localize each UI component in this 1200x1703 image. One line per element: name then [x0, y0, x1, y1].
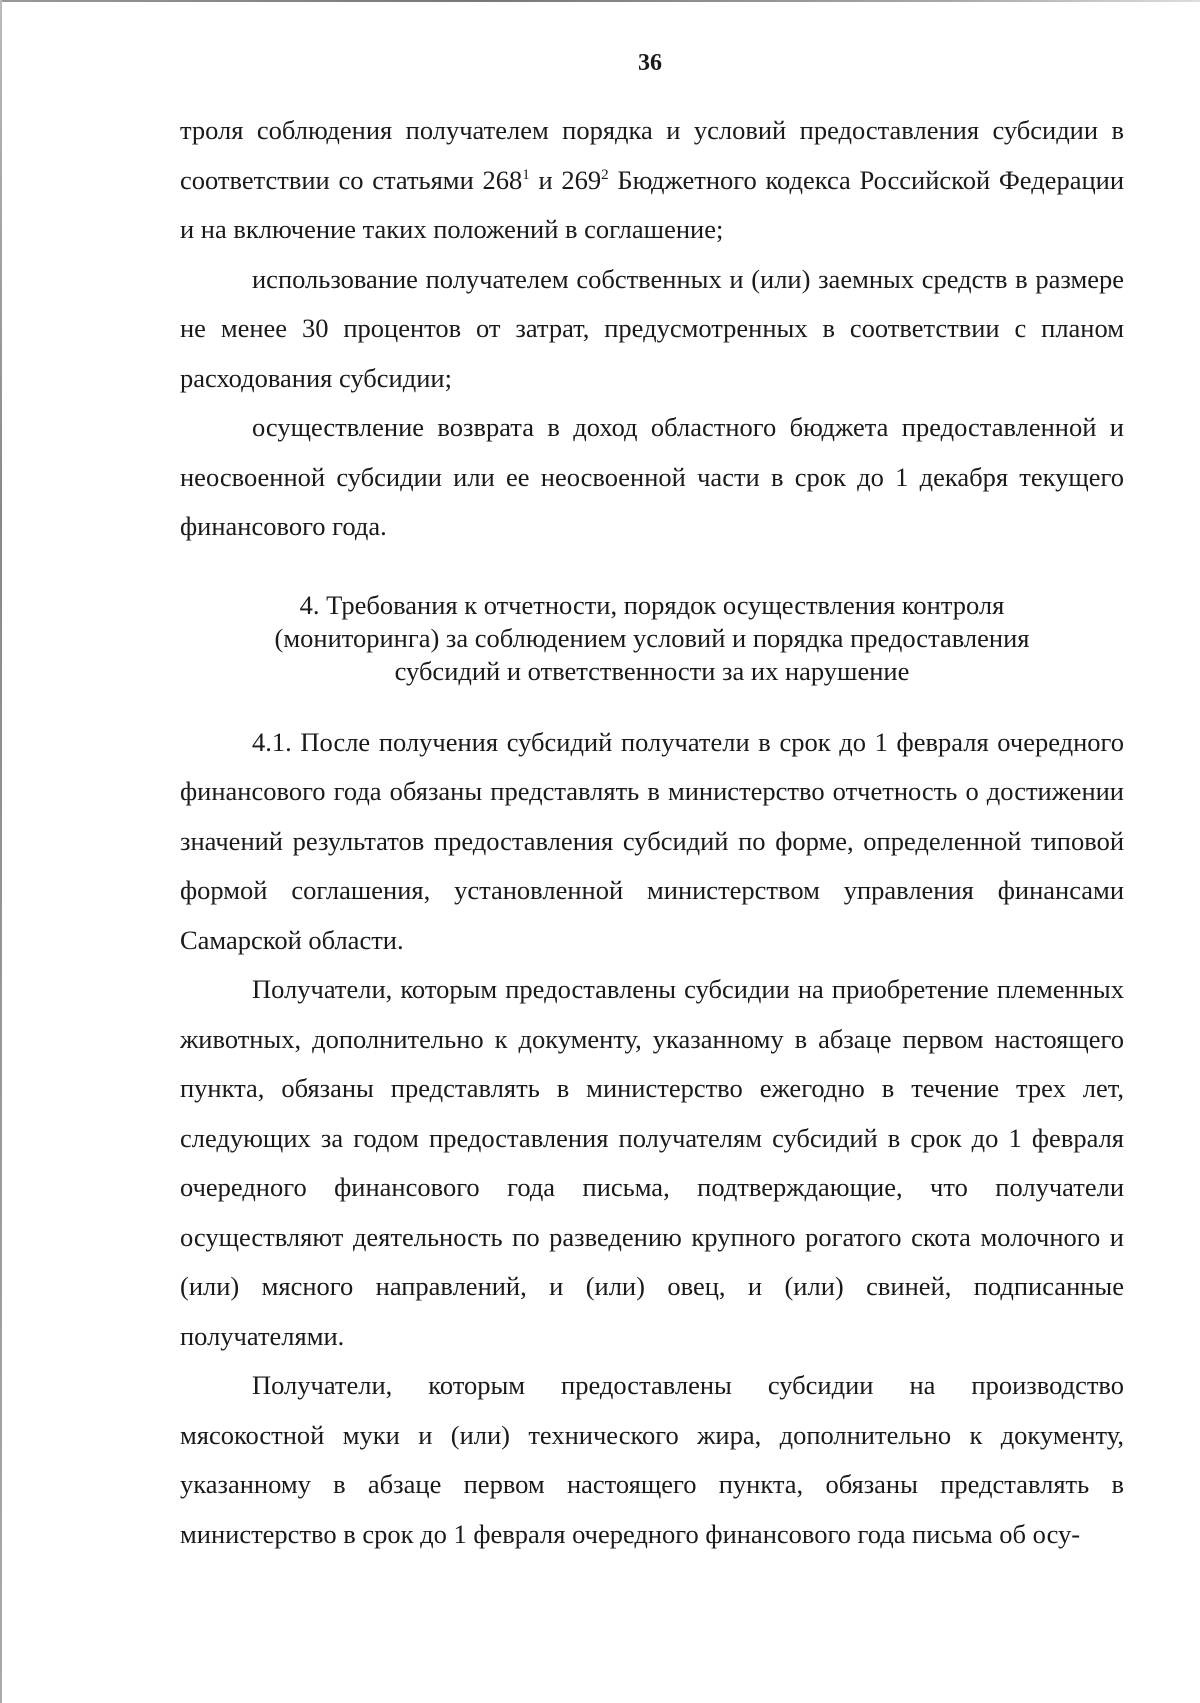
paragraph-4-1: 4.1. После получения субсидий получатели в срок до 1 февраля очередного финансового года обязаны представлять в министерство отчетность о достижении значений результатов предоставления субсидий по форме, определенной типовой формой соглашения, установленной министерством управления финансами Самарской области.	[180, 726, 1124, 955]
paragraph-text: Бюджетного кодекса Российской Федерации и на включение таких положений в соглашение;	[180, 164, 1125, 244]
scan-top-edge	[0, 0, 1200, 2]
paragraph-continuation	[180, 106, 1124, 255]
section-heading-line: субсидий и ответственности за их нарушение	[394, 655, 910, 686]
superscript-footnote: 1	[522, 166, 530, 183]
document-body	[180, 106, 1124, 1559]
paragraph-own-funds: использование получателем собственных и (или) заемных средств в размере не менее 30 процентов от затрат, предусмотренных в соответствии с планом расходования субсидии;	[180, 263, 1124, 393]
paragraph-text: и 269	[529, 164, 602, 195]
paragraph-text: троля соблюдения получателем порядка и условий предоставления субсидии в соответствии со статьями 268	[180, 115, 1124, 195]
paragraph-refund: осуществление возврата в доход областного бюджета предоставленной и неосвоенной субсидии или ее неосвоенной части в срок до 1 декабря текущего финансового года.	[180, 412, 1124, 541]
scan-left-edge	[0, 0, 2, 1703]
page-number: 36	[638, 50, 662, 76]
paragraph-breeding-animals: Получатели, которым предоставлены субсидии на приобретение племенных животных, дополнительно к документу, указанному в абзаце первом настоящего пункта, обязаны представлять в министерство ежегодно в течение трех лет, следующих за годом предоставления получателям субсидий в срок до 1 февраля очередного финансового года письма, подтверждающие, что получатели осуществляют деятельность по разведению крупного рогатого скота молочного и (или) мясного направлений, и (или) овец, и (или) свиней, подписанные получателями.	[180, 974, 1124, 1351]
superscript-footnote: 2	[601, 166, 609, 183]
section-heading-line: 4. Требования к отчетности, порядок осуществления контроля	[299, 589, 1005, 620]
section-heading	[180, 589, 1124, 688]
paragraph-meat-bone-meal: Получатели, которым предоставлены субсидии на производство мясокостной муки и (или) технического жира, дополнительно к документу, указанному в абзаце первом настоящего пункта, обязаны представлять в министерство в срок до 1 февраля очередного финансового года письма об осу-	[180, 1370, 1124, 1549]
section-heading-line: (мониторинга) за соблюдением условий и порядка предоставления	[274, 622, 1030, 653]
